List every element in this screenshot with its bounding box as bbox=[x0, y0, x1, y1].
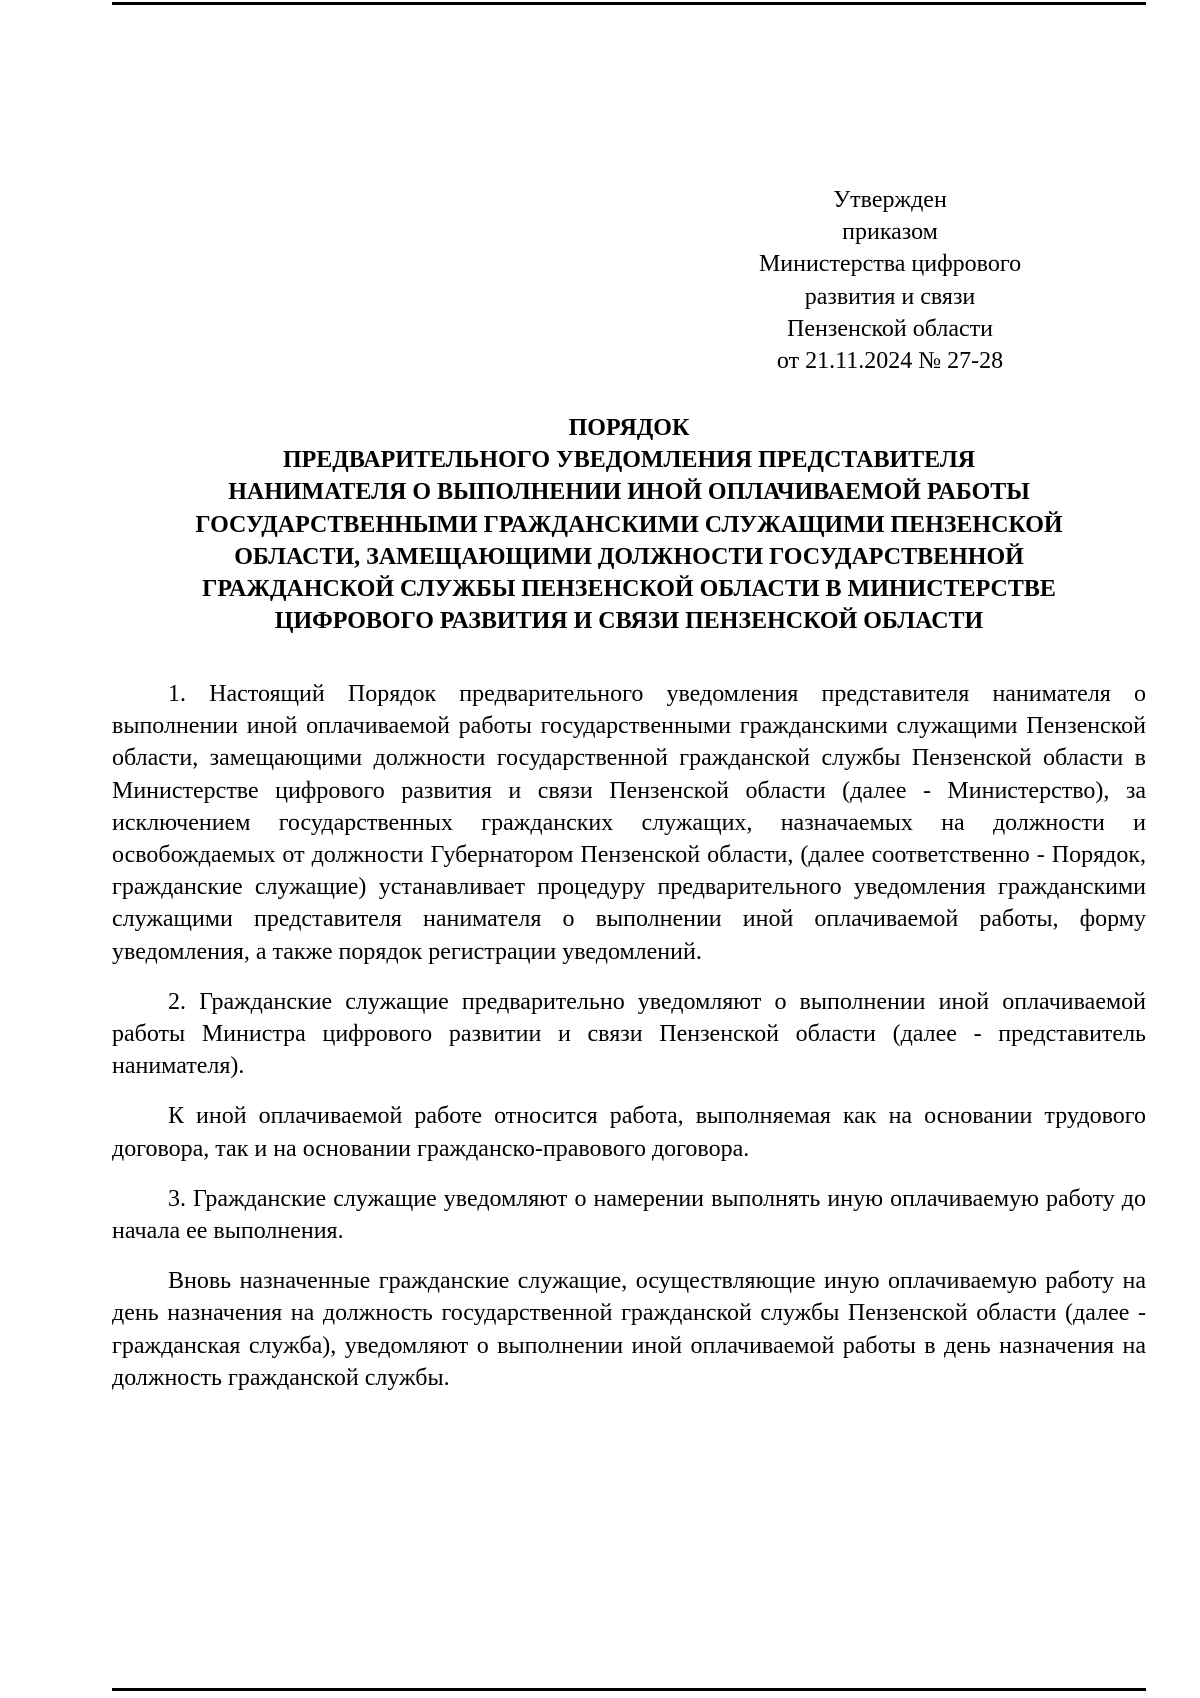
approval-line: от 21.11.2024 № 27-28 bbox=[776, 348, 1004, 375]
paragraph-3: К иной оплачиваемой работе относится работа, выполняемая как на основании трудового договора, так и на основании гражданско-правового договора. bbox=[112, 1103, 1146, 1162]
bottom-rule bbox=[112, 1688, 1146, 1691]
approval-line: развития и связи bbox=[804, 283, 976, 310]
approval-block bbox=[700, 184, 1080, 377]
document-body bbox=[112, 678, 1146, 1394]
title-line: ПОРЯДОК bbox=[568, 415, 690, 441]
approval-line: Утвержден bbox=[833, 187, 947, 213]
approval-line: Пензенской области bbox=[787, 315, 993, 342]
approval-line: Министерства цифрового bbox=[758, 251, 1022, 278]
document-title bbox=[112, 412, 1146, 637]
title-line: ЦИФРОВОГО РАЗВИТИЯ И СВЯЗИ ПЕНЗЕНСКОЙ ОБЛАСТИ bbox=[274, 608, 984, 635]
approval-line: приказом bbox=[842, 219, 938, 246]
title-line: ОБЛАСТИ, ЗАМЕЩАЮЩИМИ ДОЛЖНОСТИ ГОСУДАРСТВЕННОЙ bbox=[234, 543, 1024, 570]
paragraph-2: 2. Гражданские служащие предварительно уведомляют о выполнении иной оплачиваемой работы Министра цифрового развитии и связи Пензенской области (далее - представитель нанимателя). bbox=[112, 988, 1146, 1080]
paragraph-4: 3. Гражданские служащие уведомляют о намерении выполнять иную оплачиваемую работу до начала ее выполнения. bbox=[112, 1185, 1146, 1245]
title-line: ПРЕДВАРИТЕЛЬНОГО УВЕДОМЛЕНИЯ ПРЕДСТАВИТЕЛЯ bbox=[282, 447, 976, 474]
paragraph-5: Вновь назначенные гражданские служащие, осуществляющие иную оплачиваемую работу на день назначения на должность государственной гражданской службы Пензенской области (далее - гражданская служба), уведомляют о выполнении иной оплачиваемой работы в день назначения на должность гражданской службы. bbox=[112, 1268, 1146, 1391]
paragraph-1: 1. Настоящий Порядок предварительного уведомления представителя нанимателя о выполнении иной оплачиваемой работы государственными гражданскими служащими Пензенской области, замещающими должности государственной гражданской службы Пензенской области в Министерстве цифрового развития и связи Пензенской области (далее - Министерство), за исключением государственных гражданских служащих, назначаемых на должности и освобождаемых от должности Губернатором Пензенской области, (далее соответственно - Порядок, гражданские служащие) устанавливает процедуру предварительного уведомления гражданскими служащими представителя нанимателя о выполнении иной оплачиваемой работы, форму уведомления, а также порядок регистрации уведомлений. bbox=[112, 681, 1146, 965]
title-line: ГРАЖДАНСКОЙ СЛУЖБЫ ПЕНЗЕНСКОЙ ОБЛАСТИ В МИНИСТЕРСТВЕ bbox=[202, 576, 1056, 603]
top-rule bbox=[112, 2, 1146, 5]
title-line: НАНИМАТЕЛЯ О ВЫПОЛНЕНИИ ИНОЙ ОПЛАЧИВАЕМОЙ РАБОТЫ bbox=[228, 479, 1030, 506]
title-line: ГОСУДАРСТВЕННЫМИ ГРАЖДАНСКИМИ СЛУЖАЩИМИ ПЕНЗЕНСКОЙ bbox=[195, 511, 1063, 538]
